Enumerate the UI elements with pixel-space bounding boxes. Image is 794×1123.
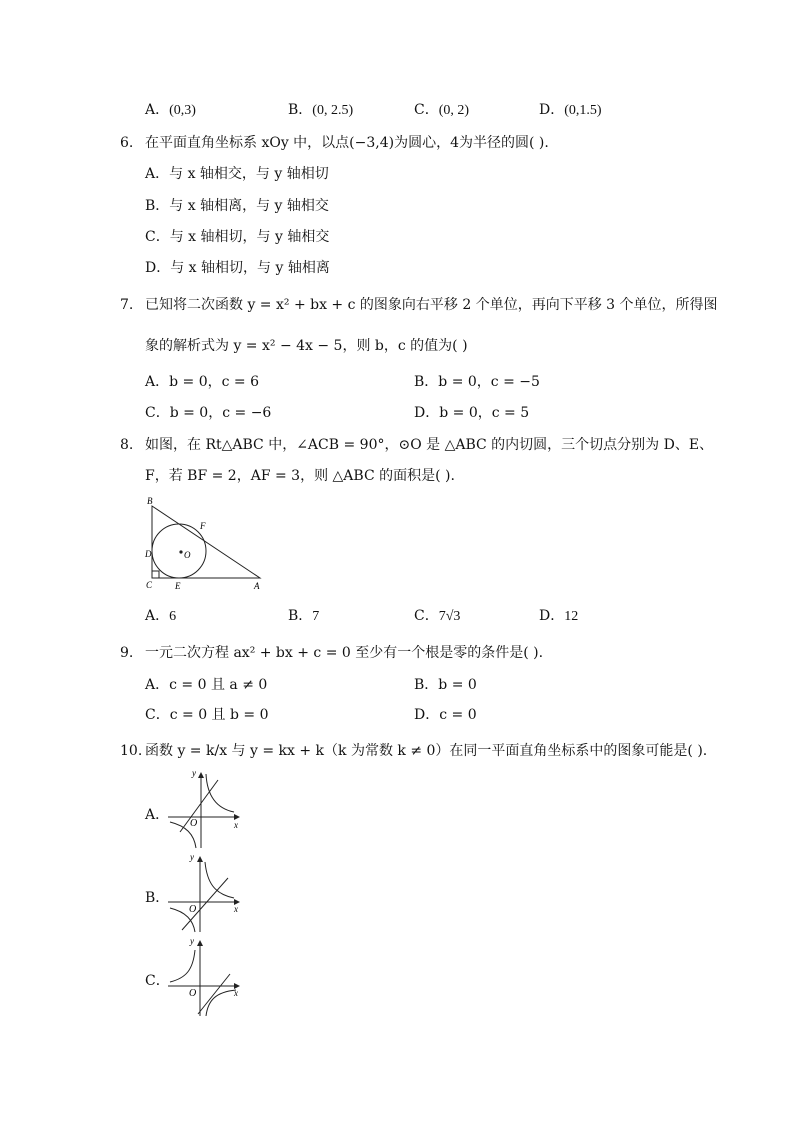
option-label: C． <box>414 102 439 118</box>
option-text: 与 x 轴相切，与 y 轴相离 <box>170 260 330 276</box>
q5-option-d[interactable] <box>539 101 602 120</box>
question-stem-line2: F，若 BF = 2，AF = 3，则 △ABC 的面积是( ). <box>145 468 455 484</box>
q10-graph-a <box>162 768 246 850</box>
option-text: b = 0，c = −6 <box>169 405 272 421</box>
q5-option-a[interactable] <box>145 101 196 120</box>
q5-option-b[interactable] <box>288 101 353 120</box>
axis-y-label: y <box>190 852 194 862</box>
question-stem: 函数 y = k/x 与 y = kx + k（k 为常数 k ≠ 0）在同一平面直角坐标系中的图象可能是( ). <box>145 743 708 759</box>
option-label: A． <box>145 374 170 390</box>
option-label: D． <box>414 707 440 723</box>
figure-label-a: A <box>254 581 260 591</box>
option-label: C． <box>145 973 170 989</box>
option-text: 7 <box>312 609 320 624</box>
option-text: 12 <box>564 609 579 624</box>
question-number: 6. <box>120 135 134 151</box>
option-text: 与 x 轴相交，与 y 轴相切 <box>169 166 329 182</box>
option-label: D． <box>414 405 440 421</box>
option-text: 6 <box>169 609 177 624</box>
axis-y-label: y <box>192 768 196 778</box>
q8-option-c[interactable] <box>414 607 460 626</box>
question-stem-line1: 如图，在 Rt△ABC 中，∠ACB = 90°，⊙O 是 △ABC 的内切圆，三个切点分别为 D、E、 <box>145 437 714 453</box>
option-label: A． <box>145 608 170 624</box>
question-stem: 在平面直角坐标系 xOy 中，以点(−3,4)为圆心，4为半径的圆( ). <box>145 135 549 151</box>
option-label: B． <box>145 198 170 214</box>
option-label: B． <box>288 102 313 118</box>
figure-label-c: C <box>146 580 153 590</box>
question-stem: 一元二次方程 ax² + bx + c = 0 至少有一个根是零的条件是( ). <box>145 645 544 661</box>
q6-option-d[interactable] <box>145 259 330 277</box>
q7-option-c[interactable] <box>145 404 271 422</box>
option-text: c = 0 <box>439 707 477 723</box>
question-number: 7. <box>120 297 134 313</box>
q10-graph-c <box>162 936 246 1018</box>
option-label: B． <box>414 374 439 390</box>
figure-label-e: E <box>175 581 181 591</box>
option-text: b = 0 <box>438 677 477 693</box>
axis-x-label: x <box>234 904 238 914</box>
option-value: (0,1.5) <box>564 103 602 118</box>
option-label: D． <box>539 608 565 624</box>
option-label: C． <box>414 608 439 624</box>
option-label: C． <box>145 229 170 245</box>
origin-label: O <box>190 818 198 829</box>
q6-option-b[interactable] <box>145 197 329 215</box>
option-text: 与 x 轴相离，与 y 轴相交 <box>169 198 329 214</box>
q9-option-a[interactable] <box>145 676 267 694</box>
figure-label-f: F <box>200 521 206 531</box>
question-number: 9. <box>120 645 134 661</box>
q8-option-a[interactable] <box>145 607 176 626</box>
option-text: b = 0，c = 5 <box>439 405 530 421</box>
q8-option-b[interactable] <box>288 607 319 626</box>
q7-option-d[interactable] <box>414 404 529 422</box>
q7-option-b[interactable] <box>414 373 540 391</box>
q9-option-c[interactable] <box>145 706 269 724</box>
option-label: A． <box>145 677 170 693</box>
option-label: D． <box>539 102 565 118</box>
origin-label: O <box>189 904 197 915</box>
option-text: 7√3 <box>438 609 461 624</box>
option-label: C． <box>145 405 170 421</box>
question-number: 10. <box>120 743 143 759</box>
figure-label-o: O <box>184 550 191 560</box>
q6-option-c[interactable] <box>145 228 329 246</box>
q5-option-c[interactable] <box>414 101 469 120</box>
option-label: A． <box>145 102 170 118</box>
option-value: (0, 2) <box>438 103 470 118</box>
q10-graph-b <box>162 852 246 934</box>
question-stem-line2: 象的解析式为 y = x² − 4x − 5，则 b，c 的值为( ) <box>145 338 468 354</box>
option-text: b = 0，c = −5 <box>438 374 540 390</box>
option-label: B． <box>414 677 439 693</box>
axis-x-label: x <box>234 820 238 830</box>
axis-x-label: x <box>234 988 238 998</box>
axis-y-label: y <box>190 936 194 946</box>
option-value: (0,3) <box>169 103 196 118</box>
option-label: A． <box>145 166 170 182</box>
q6-option-a[interactable] <box>145 165 329 183</box>
option-text: c = 0 且 a ≠ 0 <box>169 677 268 693</box>
option-text: b = 0，c = 6 <box>169 374 260 390</box>
figure-label-d: D <box>145 549 152 559</box>
origin-label: O <box>189 988 197 999</box>
option-text: c = 0 且 b = 0 <box>169 707 269 723</box>
option-label: C． <box>145 707 170 723</box>
q9-option-d[interactable] <box>414 706 477 724</box>
q7-option-a[interactable] <box>145 373 259 391</box>
option-value: (0, 2.5) <box>312 103 354 118</box>
option-label: B． <box>145 890 170 906</box>
question-number: 8. <box>120 437 134 453</box>
q9-option-b[interactable] <box>414 676 477 694</box>
option-text: 与 x 轴相切，与 y 轴相交 <box>169 229 330 245</box>
question-stem-line1: 已知将二次函数 y = x² + bx + c 的图象向右平移 2 个单位，再向下平移 3 个单位，所得图 <box>145 297 718 313</box>
option-label: D． <box>145 260 171 276</box>
figure-label-b: B <box>147 496 153 506</box>
option-label: A． <box>145 807 170 823</box>
q8-option-d[interactable] <box>539 607 578 626</box>
option-label: B． <box>288 608 313 624</box>
incircle-triangle-figure <box>140 494 270 594</box>
